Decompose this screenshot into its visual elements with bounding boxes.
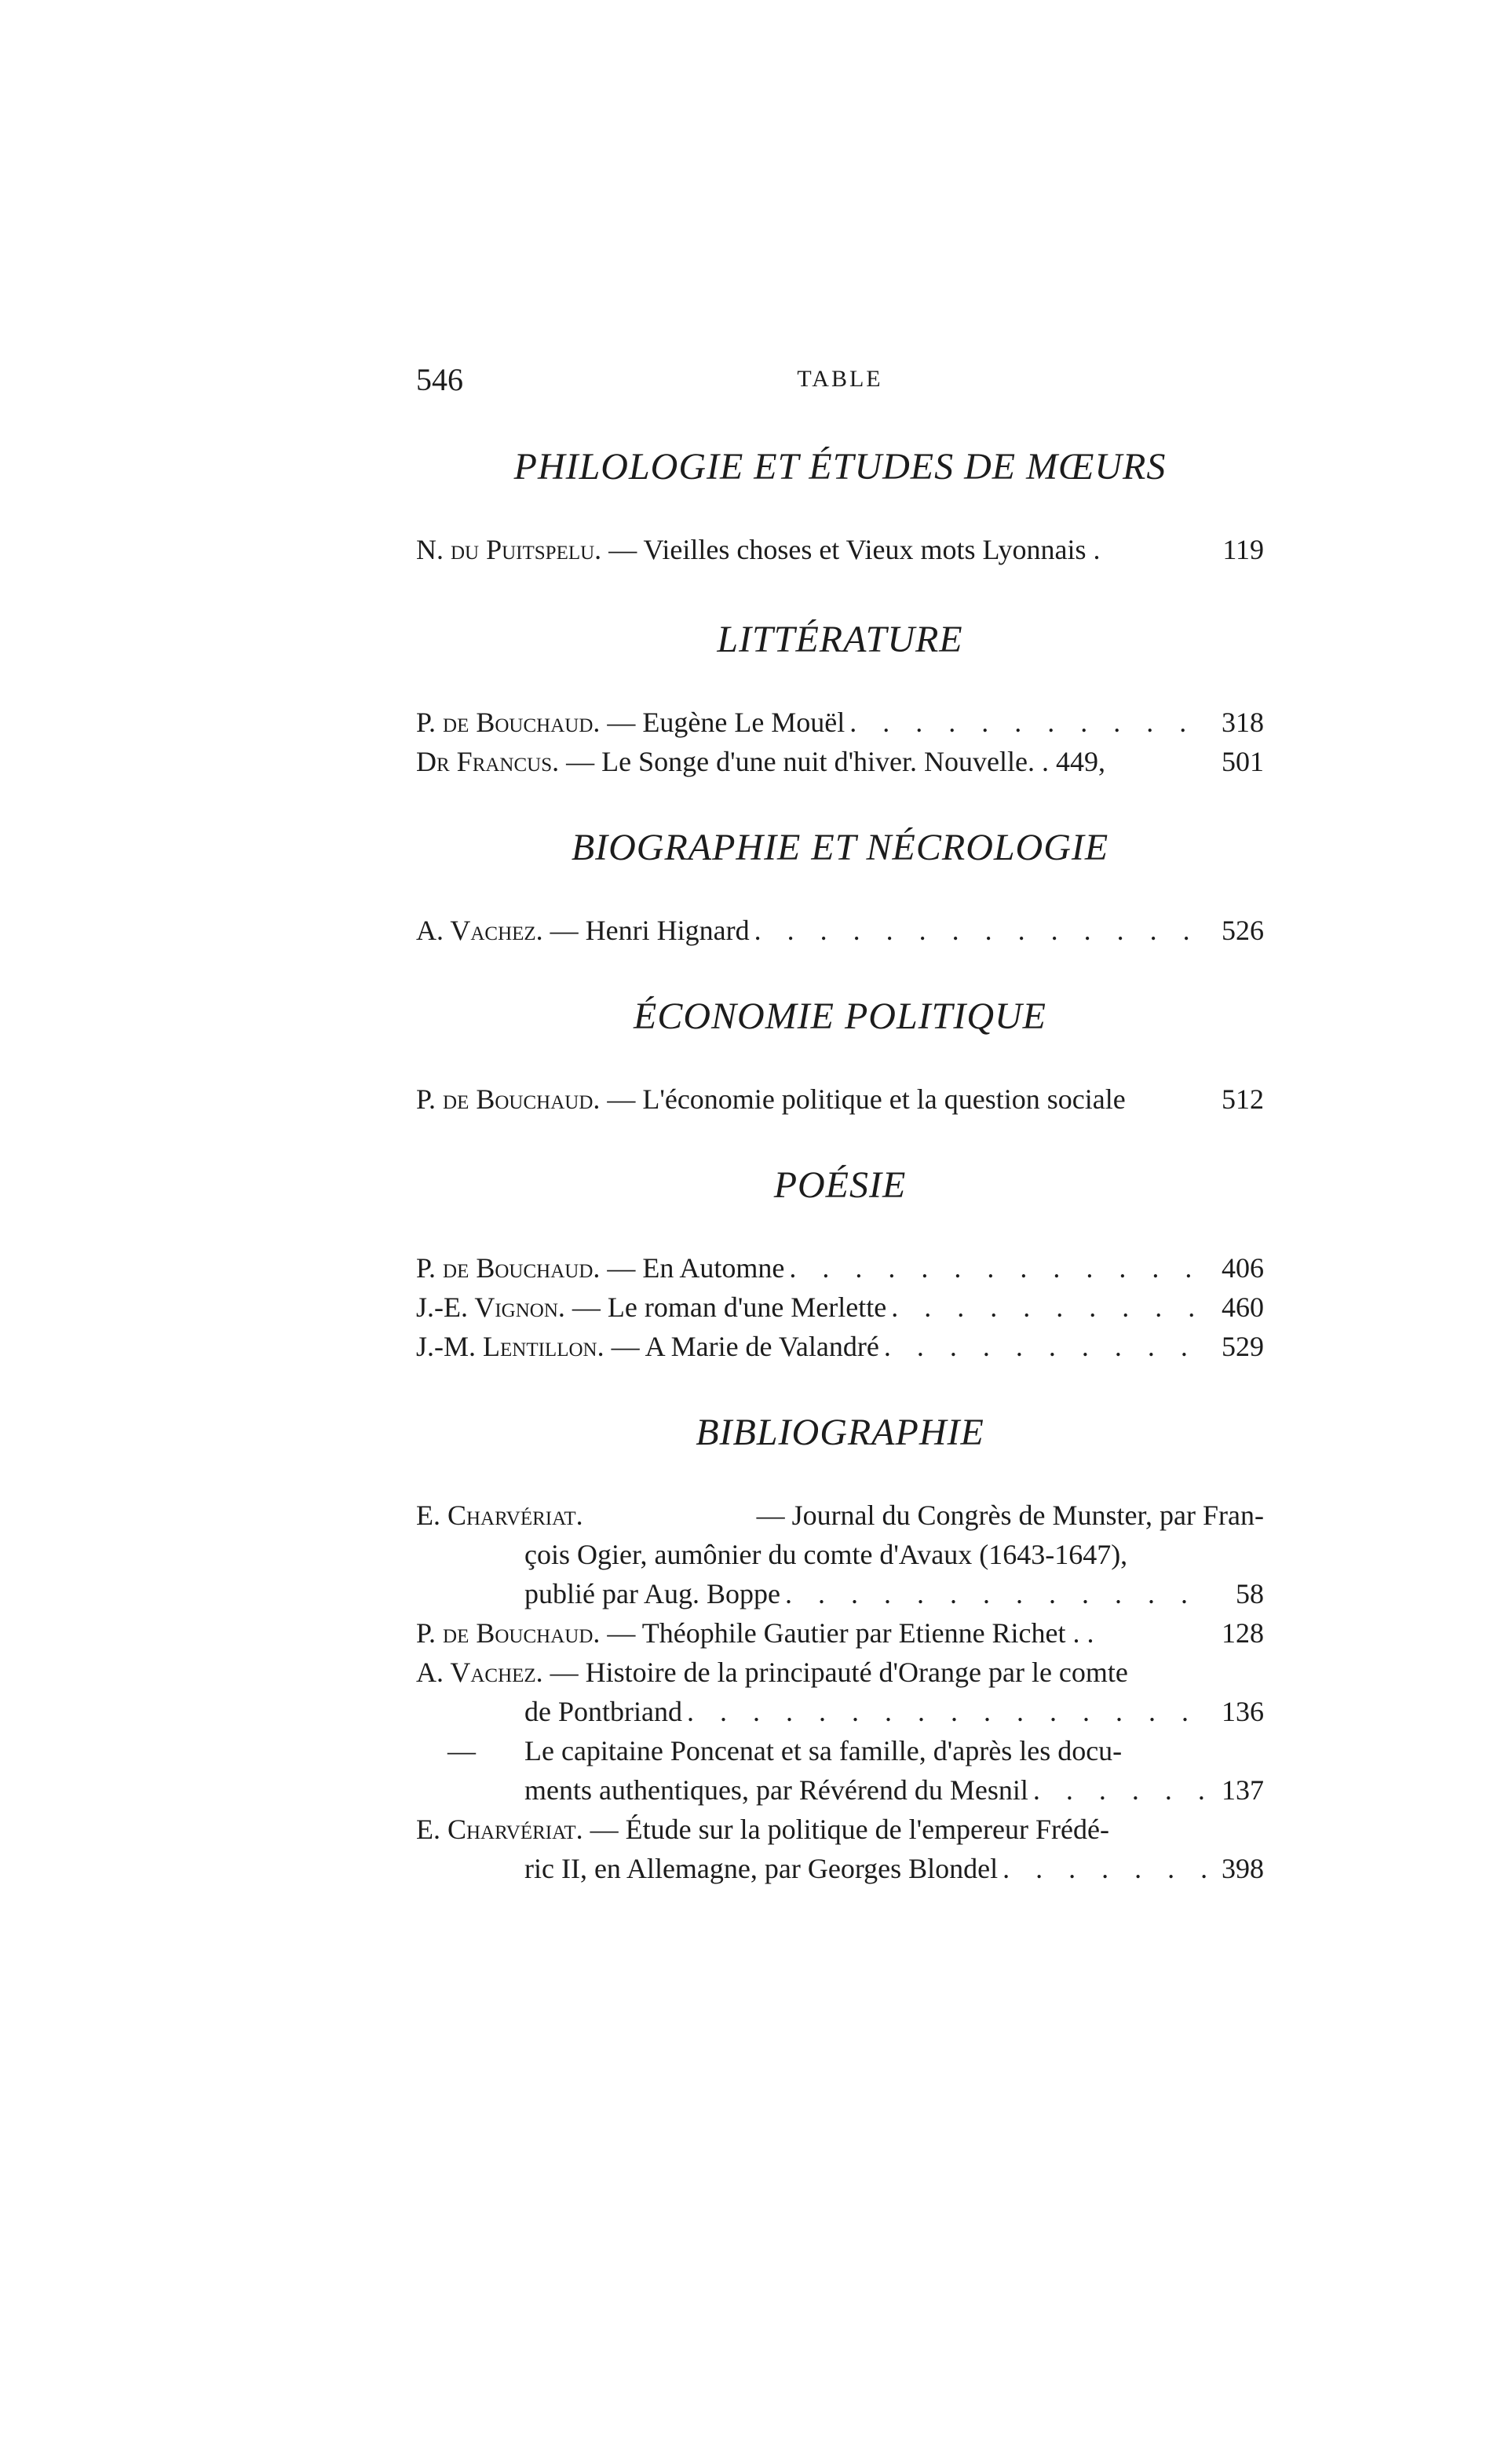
entry-title: — Eugène Le Mouël [607, 707, 845, 738]
entry-title: — Henri Hignard [550, 915, 750, 946]
section-title: LITTÉRATURE [717, 619, 963, 660]
entry-author: P. de Bouchaud. [416, 1252, 601, 1284]
toc-entry [416, 1810, 1264, 1888]
entry-author: J.-E. Vignon. [416, 1291, 565, 1323]
entry-author: N. du Puitspelu. [416, 534, 602, 565]
entry-author: P. de Bouchaud. [416, 1083, 601, 1115]
entry-author: P. de Bouchaud. [416, 1617, 601, 1649]
entry-author: E. Charvériat. [416, 1814, 583, 1845]
entry-pages: 460 [1222, 1291, 1264, 1323]
section-title: ÉCONOMIE POLITIQUE [634, 996, 1046, 1037]
entry-pages: 501 [1222, 746, 1264, 777]
toc-entry [416, 1288, 1264, 1327]
leader-dots [780, 1574, 1206, 1613]
entry-pages: 406 [1222, 1252, 1264, 1284]
entry-author: Dr Francus. [416, 746, 560, 777]
leader-dots [886, 1288, 1206, 1327]
entry-author: P. de Bouchaud. [416, 707, 601, 738]
leader-dots [682, 1692, 1206, 1731]
leader-dots [998, 1849, 1206, 1888]
toc-entry [416, 703, 1264, 742]
leader-dots [784, 1248, 1206, 1288]
entry-title-line: — Étude sur la politique de l'empereur Frédé- [590, 1814, 1109, 1845]
toc-entry [416, 1080, 1264, 1119]
section-title: POÉSIE [773, 1164, 907, 1206]
toc-entry [416, 1653, 1264, 1731]
page-header [416, 361, 1264, 408]
entry-author: A. Vachez. [416, 915, 543, 946]
leader-dots [750, 911, 1206, 950]
entry-title: — L'économie politique et la question sociale [607, 1083, 1126, 1115]
entry-title-line: — Histoire de la principauté d'Orange par le comte [550, 1657, 1128, 1688]
section-economie [416, 993, 1264, 1119]
toc-entry [416, 1613, 1264, 1653]
entry-author: J.-M. Lentillon. [416, 1331, 604, 1362]
entry-author: E. Charvériat. [416, 1500, 583, 1531]
toc-entry [416, 911, 1264, 950]
entry-pages: 398 [1222, 1853, 1264, 1884]
entry-title-line: publié par Aug. Boppe [524, 1578, 780, 1609]
entry-pages: 119 [1222, 534, 1264, 565]
section-title: BIBLIOGRAPHIE [696, 1412, 984, 1453]
entry-title-line: — Journal du Congrès de Munster, par Fran- [756, 1500, 1264, 1531]
section-litterature [416, 616, 1264, 781]
entry-pages: 137 [1222, 1774, 1264, 1806]
running-title: TABLE [797, 366, 883, 392]
entry-title: — Théophile Gautier par Etienne Richet . . [607, 1617, 1094, 1649]
entry-author: — [447, 1735, 476, 1766]
entry-title: — Le roman d'une Merlette [572, 1291, 887, 1323]
entry-title-line: Le capitaine Poncenat et sa famille, d'après les docu- [524, 1735, 1123, 1766]
page-number: 546 [416, 362, 463, 397]
entry-title-line: de Pontbriand [524, 1696, 682, 1727]
document-page [416, 0, 1264, 2455]
entry-pages: 529 [1222, 1331, 1264, 1362]
leader-dots [845, 703, 1206, 742]
entry-pages: 526 [1222, 915, 1264, 946]
entry-author: A. Vachez. [416, 1657, 543, 1688]
section-biographie [416, 824, 1264, 950]
toc-entry [416, 530, 1264, 569]
entry-title: — Vieilles choses et Vieux mots Lyonnais . [608, 534, 1101, 565]
section-philologie [416, 444, 1264, 569]
entry-pages: 136 [1222, 1696, 1264, 1727]
toc-entry [416, 742, 1264, 781]
entry-pages: 318 [1222, 707, 1264, 738]
section-bibliographie [416, 1409, 1264, 1888]
entry-title-line: çois Ogier, aumônier du comte d'Avaux (1643-1647), [524, 1539, 1128, 1570]
toc-entry [416, 1248, 1264, 1288]
toc-entry [416, 1496, 1264, 1613]
entry-title: — Le Songe d'une nuit d'hiver. Nouvelle. . 449, [566, 746, 1105, 777]
section-title: PHILOLOGIE ET ÉTUDES DE MŒURS [513, 446, 1167, 488]
entry-title: — En Automne [607, 1252, 785, 1284]
toc-entry [416, 1327, 1264, 1366]
section-title: BIOGRAPHIE ET NÉCROLOGIE [571, 827, 1109, 868]
leader-dots [879, 1327, 1206, 1366]
entry-pages: 128 [1222, 1617, 1264, 1649]
entry-pages: 58 [1236, 1578, 1264, 1609]
section-poesie [416, 1162, 1264, 1366]
entry-title-line: ric II, en Allemagne, par Georges Blondel [524, 1853, 999, 1884]
toc-entry [416, 1731, 1264, 1810]
entry-title-line: ments authentiques, par Révérend du Mesnil [524, 1774, 1028, 1806]
entry-pages: 512 [1222, 1083, 1264, 1115]
entry-title: — A Marie de Valandré [611, 1331, 879, 1362]
leader-dots [1028, 1770, 1206, 1810]
